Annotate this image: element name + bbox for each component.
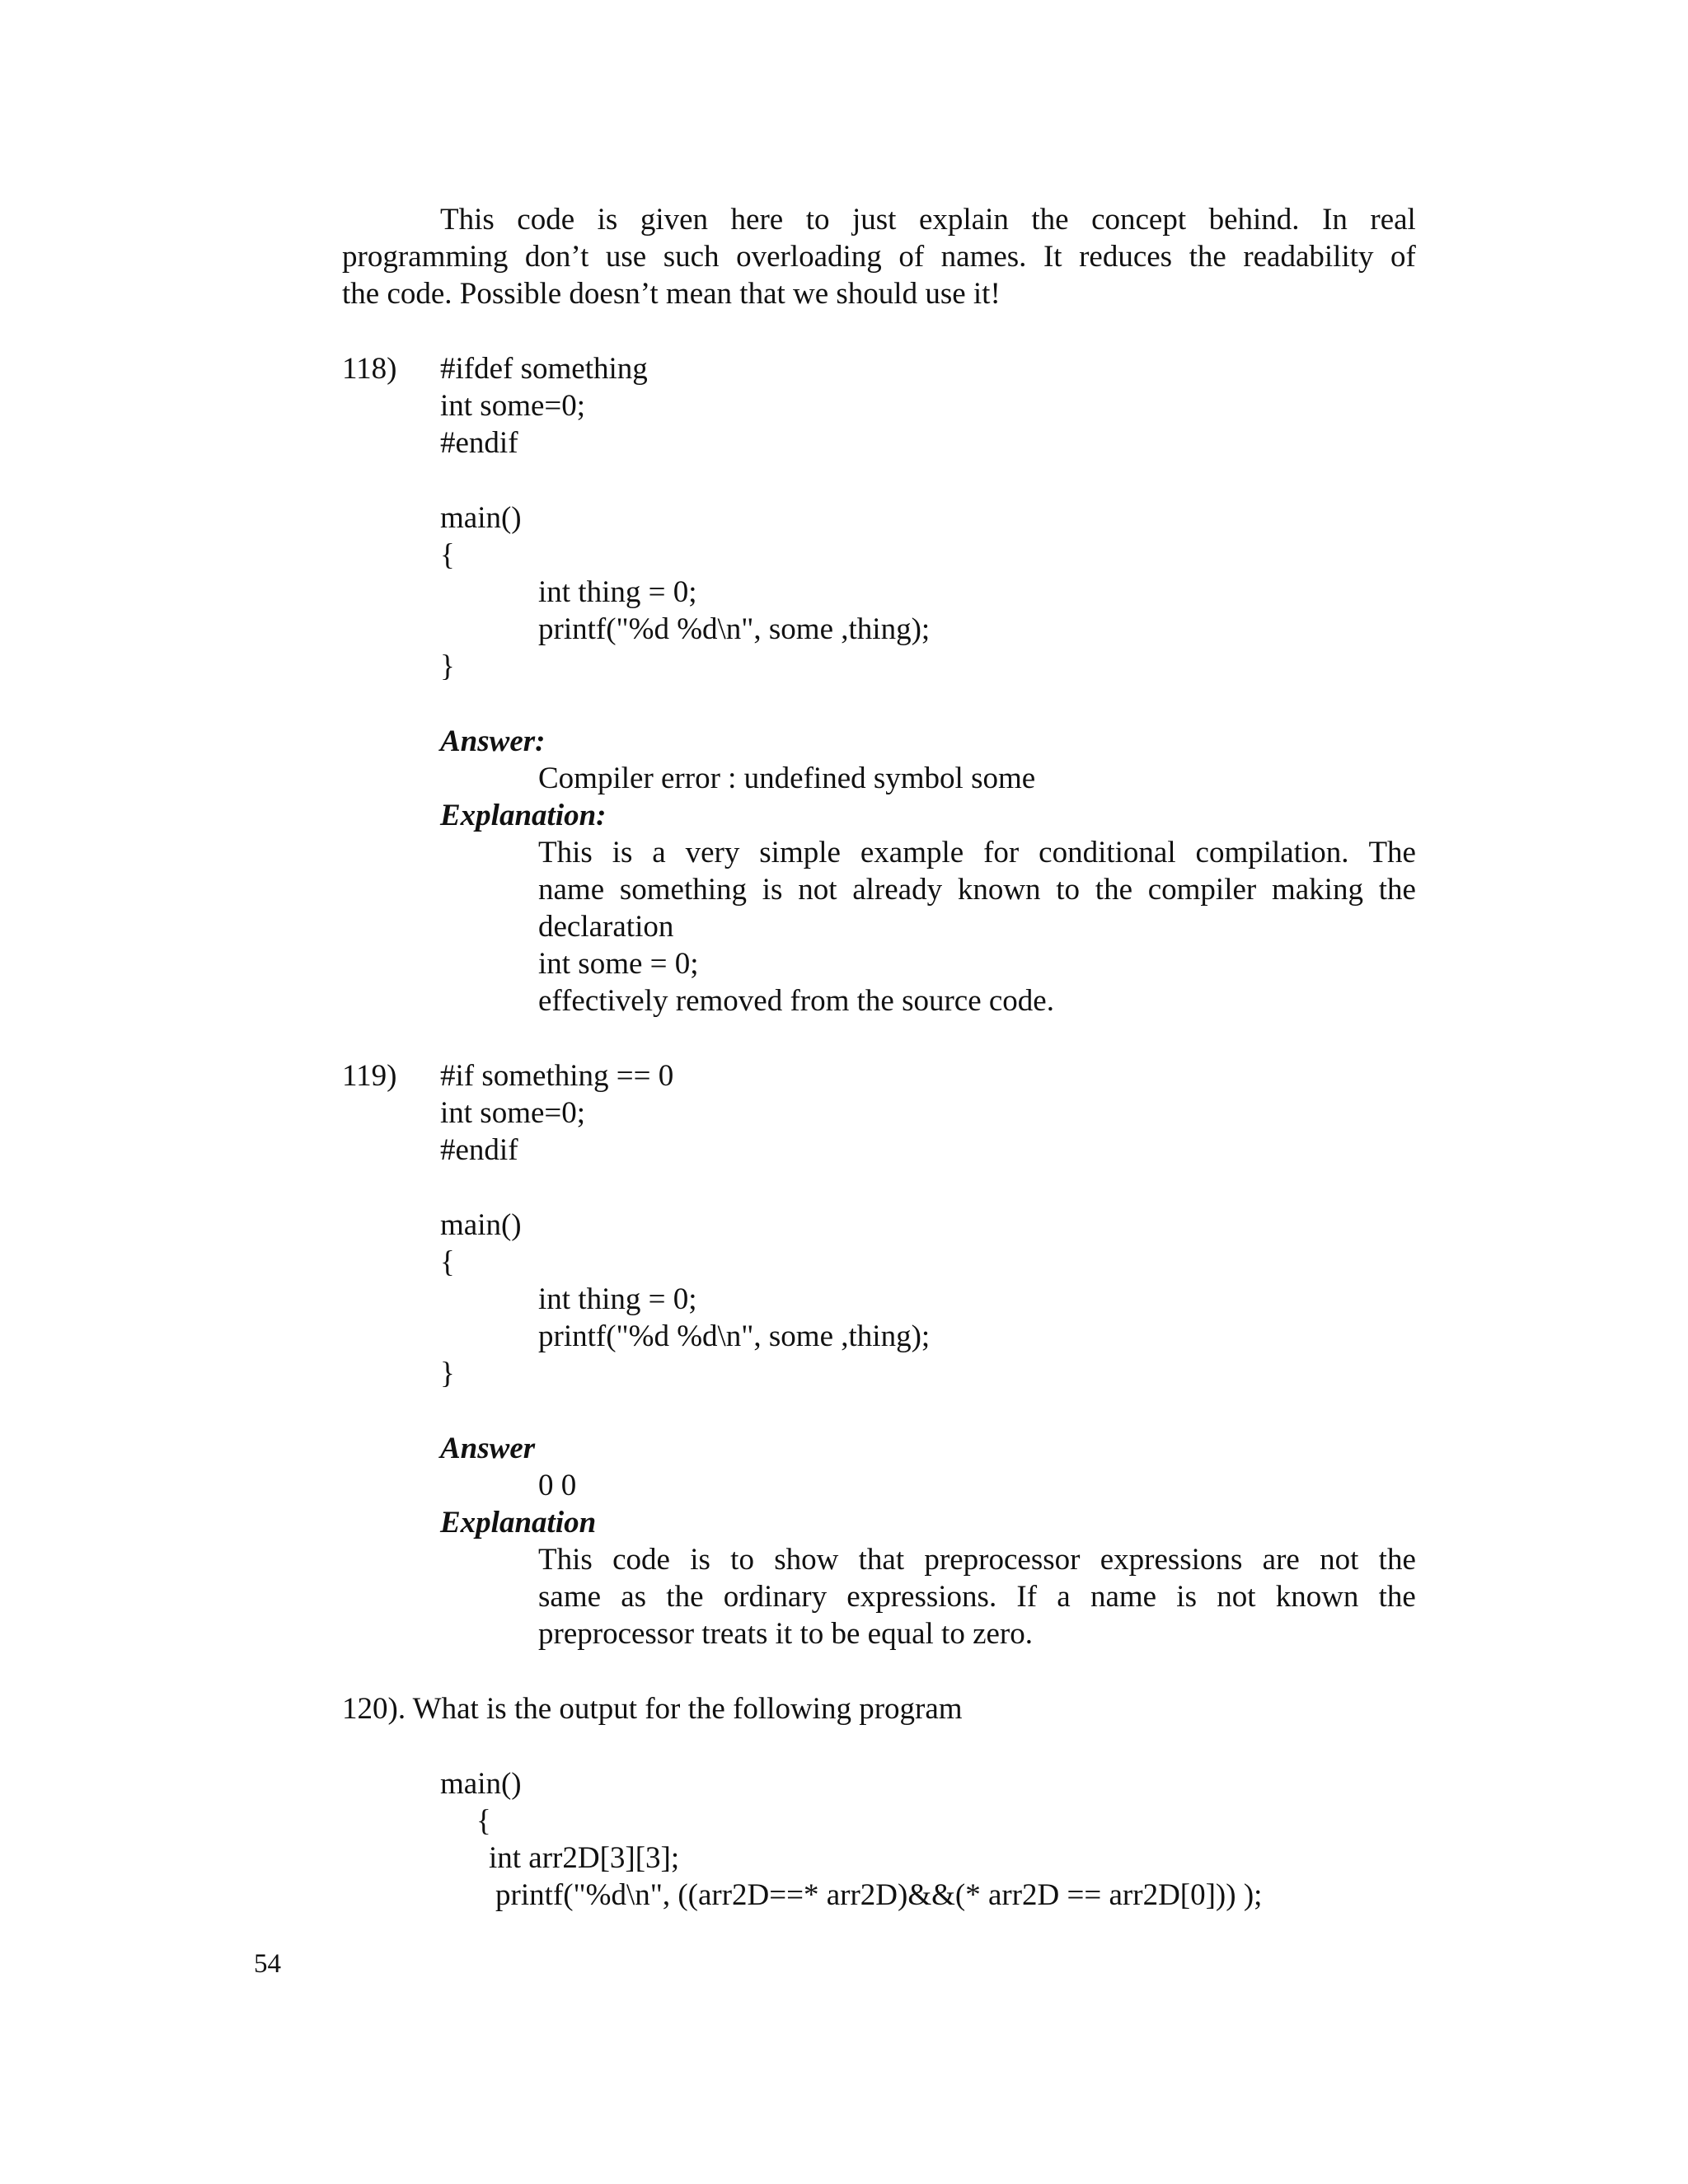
q119-code-line: {: [440, 1245, 455, 1279]
word: show: [774, 1543, 839, 1577]
word: same: [538, 1580, 602, 1614]
word: names.: [940, 240, 1027, 274]
word: known: [1275, 1580, 1359, 1614]
word: here: [730, 203, 784, 237]
q119-code-line: #if something == 0: [440, 1059, 674, 1093]
word: as: [621, 1580, 647, 1614]
q120-code-line: int arr2D[3][3];: [489, 1841, 680, 1875]
word: the: [1189, 240, 1226, 274]
q119-answer-heading: Answer: [440, 1432, 536, 1465]
word: code: [517, 203, 575, 237]
q120-code-line: main(): [440, 1767, 522, 1801]
word: to: [1056, 873, 1081, 907]
word: is: [690, 1543, 710, 1577]
word: not: [1320, 1543, 1359, 1577]
q118-code-line: #endif: [440, 426, 518, 460]
word: the: [1378, 1543, 1416, 1577]
q118-code-line: #ifdef something: [440, 352, 648, 386]
word: code: [612, 1543, 670, 1577]
word: This: [538, 1543, 593, 1577]
word: name: [1090, 1580, 1157, 1614]
word: example: [860, 836, 964, 869]
q119-code-line: main(): [440, 1208, 522, 1242]
word: is: [612, 836, 633, 869]
word: simple: [759, 836, 841, 869]
word: compiler: [1147, 873, 1257, 907]
word: the: [1378, 1580, 1416, 1614]
word: It: [1043, 240, 1062, 274]
word: the: [1095, 873, 1132, 907]
q119-code-line: }: [440, 1357, 455, 1390]
q119-explanation-line: preprocessor treats it to be equal to zero.: [538, 1617, 1033, 1651]
word: are: [1262, 1543, 1300, 1577]
word: not: [1217, 1580, 1256, 1614]
q118-code-line: printf("%d %d\n", some ,thing);: [538, 612, 931, 646]
word: to: [730, 1543, 754, 1577]
q120-code-line: {: [476, 1804, 491, 1838]
q120-code-line: printf("%d\n", ((arr2D==* arr2D)&&(* arr2D == arr2D[0])) );: [495, 1878, 1263, 1912]
q118-code-line: }: [440, 649, 455, 683]
word: is: [1176, 1580, 1197, 1614]
q119-answer-text: 0 0: [538, 1469, 577, 1502]
word: not: [798, 873, 837, 907]
word: name: [538, 873, 605, 907]
word: given: [640, 203, 709, 237]
word: ordinary: [723, 1580, 828, 1614]
q120-question: 120). What is the output for the following program: [342, 1692, 963, 1726]
q118-number: 118): [342, 352, 397, 386]
q119-code-line: int some=0;: [440, 1096, 586, 1130]
q118-explanation-line-2: [538, 874, 1416, 905]
q119-explanation-line-2: [538, 1582, 1416, 1612]
q119-number: 119): [342, 1059, 397, 1093]
word: conditional: [1039, 836, 1176, 869]
q118-answer-heading: Answer:: [440, 724, 546, 758]
q118-explanation-line: effectively removed from the source code.: [538, 984, 1054, 1018]
word: such: [663, 240, 720, 274]
word: the: [1031, 203, 1069, 237]
word: very: [685, 836, 740, 869]
word: for: [983, 836, 1020, 869]
word: of: [898, 240, 925, 274]
word: don’t: [524, 240, 589, 274]
q119-code-line: int thing = 0;: [538, 1282, 697, 1316]
word: a: [1057, 1580, 1071, 1614]
q119-explanation-heading: Explanation: [440, 1506, 597, 1540]
word: use: [605, 240, 647, 274]
word: reduces: [1079, 240, 1173, 274]
q118-code-line: main(): [440, 501, 522, 535]
word: programming: [342, 240, 509, 274]
q118-explanation-heading: Explanation:: [440, 799, 607, 832]
q119-explanation-line-1: [538, 1544, 1416, 1575]
q119-code-line: #endif: [440, 1133, 518, 1167]
q118-code-line: int thing = 0;: [538, 575, 697, 609]
word: explain: [918, 203, 1009, 237]
word: the: [666, 1580, 704, 1614]
intro-line-3: the code. Possible doesn’t mean that we should use it!: [342, 277, 1001, 311]
word: the: [1378, 873, 1416, 907]
word: overloading: [736, 240, 882, 274]
word: a: [652, 836, 666, 869]
word: that: [858, 1543, 905, 1577]
word: just: [851, 203, 897, 237]
q118-code-line: int some=0;: [440, 389, 586, 423]
q118-answer-text: Compiler error : undefined symbol some: [538, 762, 1036, 795]
word: In: [1322, 203, 1348, 237]
word: real: [1370, 203, 1416, 237]
word: something: [619, 873, 748, 907]
word: compilation.: [1195, 836, 1349, 869]
word: readability: [1243, 240, 1374, 274]
page-number: 54: [254, 1949, 281, 1979]
word: This: [538, 836, 593, 869]
word: making: [1271, 873, 1363, 907]
word: expressions: [1100, 1543, 1243, 1577]
q119-code-line: printf("%d %d\n", some ,thing);: [538, 1319, 931, 1353]
word: preprocessor: [924, 1543, 1081, 1577]
word: This: [440, 203, 495, 237]
word: to: [805, 203, 830, 237]
q118-explanation-line: declaration: [538, 910, 674, 944]
q118-code-line: {: [440, 538, 455, 572]
word: known: [957, 873, 1041, 907]
word: The: [1368, 836, 1416, 869]
word: is: [597, 203, 618, 237]
word: of: [1390, 240, 1416, 274]
word: If: [1016, 1580, 1038, 1614]
word: expressions.: [846, 1580, 997, 1614]
word: already: [852, 873, 943, 907]
word: is: [762, 873, 783, 907]
word: concept: [1091, 203, 1187, 237]
q118-explanation-line: int some = 0;: [538, 947, 699, 981]
q118-explanation-line-1: [538, 837, 1416, 868]
word: behind.: [1208, 203, 1300, 237]
intro-line-2: [342, 241, 1416, 272]
intro-line-1: [440, 204, 1416, 235]
